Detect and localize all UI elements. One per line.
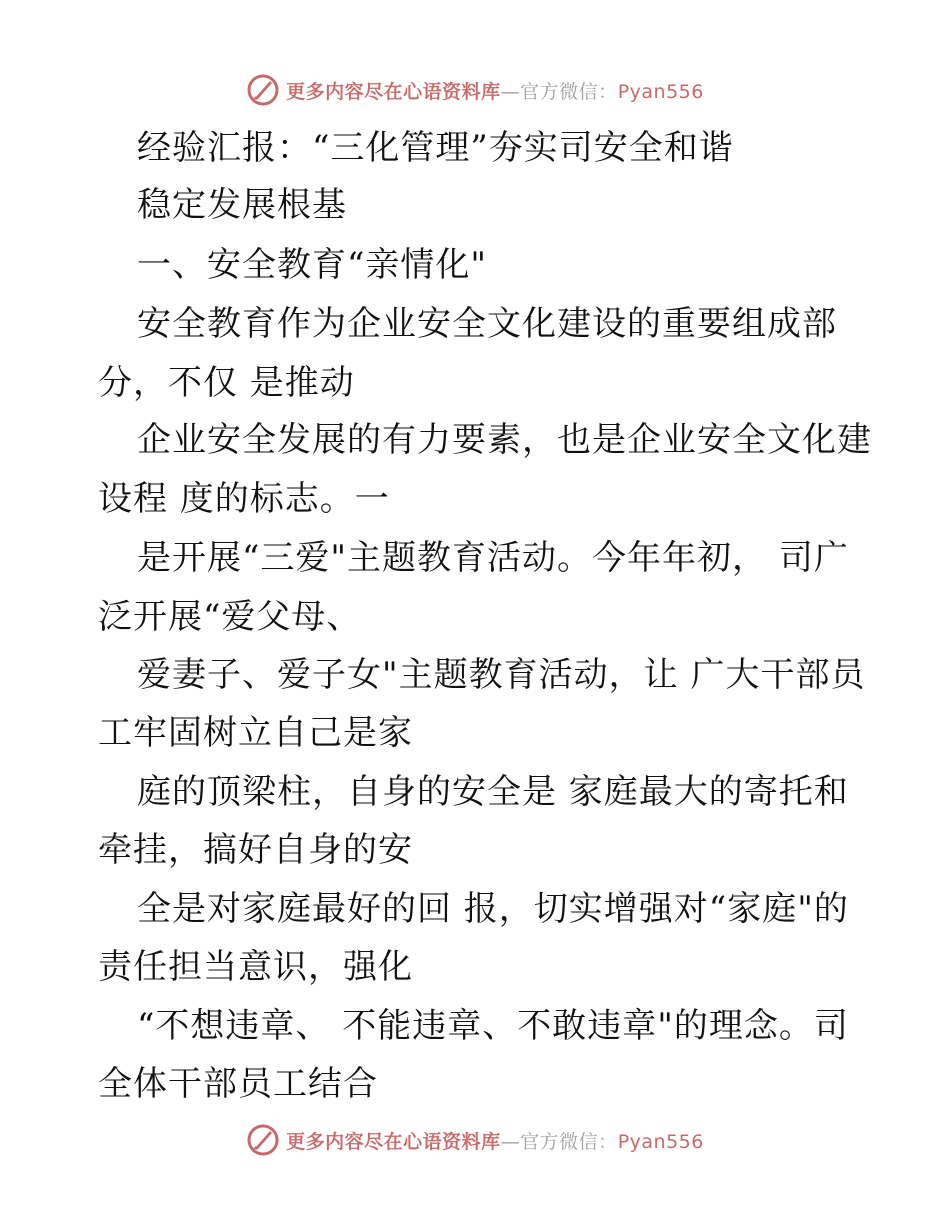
watermark-wechat-id: Pyan556 [617,80,704,103]
watermark-wechat-label: 官方微信： [520,1130,618,1153]
text-line: 企业安全发展的有力要素，也是企业安全文化建 [137,420,872,460]
watermark-main: 更多内容尽在心语资料库 [286,1130,501,1153]
watermark-wechat-label: 官方微信： [520,80,618,103]
header-watermark [0,70,950,110]
text-line: 全体干部员工结合 [98,1064,378,1104]
text-line: 分，不仅 是推动 [98,363,355,403]
section-heading: 一、安全教育“亲情化" [137,245,488,285]
watermark-text [286,1127,704,1154]
text-line: 爱妻子、爱子女"主题教育活动，让 广大干部员 [137,655,866,695]
text-line: 泛开展“爱父母、 [98,597,362,637]
text-line: 全是对家庭最好的回 报，切实增强对“家庭"的 [137,889,849,929]
watermark-separator: — [500,80,521,103]
watermark-wechat-id: Pyan556 [617,1130,704,1153]
watermark-text [286,77,704,104]
quill-seal-icon [246,1123,280,1157]
watermark-main: 更多内容尽在心语资料库 [286,80,501,103]
text-line: 庭的顶梁柱，自身的安全是 家庭最大的寄托和 [137,772,849,812]
text-line: “不想违章、 不能违章、不敢违章"的理念。司 [137,1006,849,1046]
title-line-1: 经验汇报：“三化管理”夯实司安全和谐 [137,128,734,168]
text-line: 工牢固树立自己是家 [98,713,413,753]
text-line: 责任担当意识，强化 [98,947,413,987]
text-line: 牵挂，搞好自身的安 [98,830,413,870]
watermark-separator: — [500,1130,521,1153]
text-line: 设程 度的标志。一 [98,479,390,519]
quill-seal-icon [246,73,280,107]
title-line-2: 稳定发展根基 [137,185,347,225]
text-line: 安全教育作为企业安全文化建设的重要组成部 [137,304,837,344]
footer-watermark [0,1120,950,1160]
text-line: 是开展“三爱"主题教育活动。今年年初， 司广 [137,538,849,578]
